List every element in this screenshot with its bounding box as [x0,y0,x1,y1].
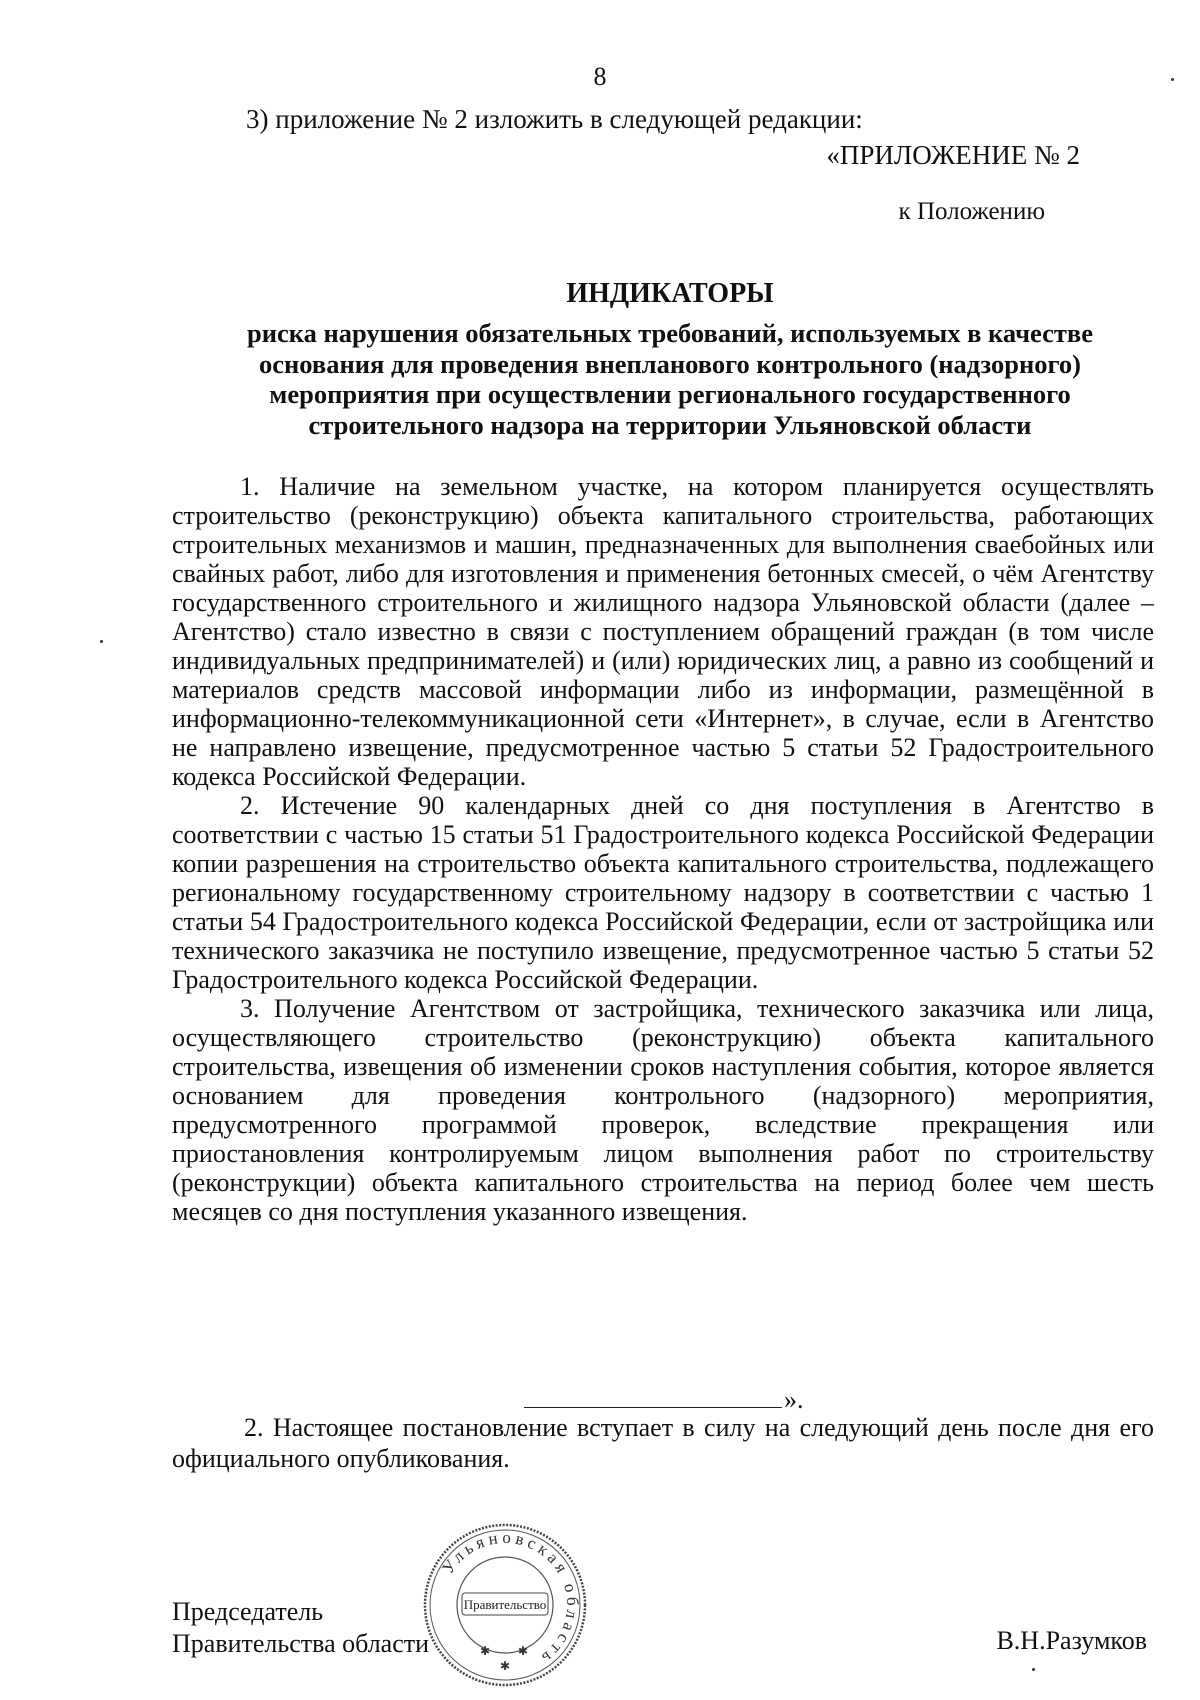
document-subtitle [200,318,1140,440]
scan-speck [1032,1668,1035,1671]
subtitle-line: основания для проведения внепланового контрольного (надзорного) [259,348,1081,379]
stamp-star-icon: ✱ [480,1644,491,1658]
scan-speck [1171,78,1174,81]
signer-name: В.Н.Разумков [996,1626,1147,1655]
signature-position-line2: Правительства области [172,1629,430,1658]
subtitle-line: мероприятия при осуществлении регионального государственного [269,379,1071,409]
appendix-reference: к Положению [898,198,1045,225]
page-number: 8 [593,62,607,91]
amendment-intro: 3) приложение № 2 изложить в следующей редакции: [246,104,863,134]
signature-position [172,1596,429,1660]
indicator-paragraph-1: 1. Наличие на земельном участке, на котором планируется осуществлять строительство (реконструкцию) объекта капитального строительства, работающих строительных механизмов и машин, предназначенных для выполнения сваебойных или свайных работ, либо для изготовления и применения бетонных смесей, о чём Агентству государственного строительного и жилищного надзора Ульяновской области (далее – Агентство) стало известно в связи с поступлением обращений граждан (в том числе индивидуальных предпринимателей) и (или) юридических лиц, а равно из сообщений и материалов средств массовой информации либо из информации, размещённой в информационно-телекоммуникационной сети «Интернет», в случае, если в Агентство не направлено извещение, предусмотренное частью 5 статьи 52 Градостроительного кодекса Российской Федерации. [172,472,1154,791]
document-title: ИНДИКАТОРЫ [566,278,774,309]
stamp-ring-text: Ульяновская область [438,1527,583,1671]
subtitle-line: строительного надзора на территории Ульяновской области [308,409,1032,440]
stamp-center-text: Правительство [463,1597,547,1612]
effective-clause-text: 2. Настоящее постановление вступает в силу на следующий день после дня его официального опубликования. [172,1413,1154,1473]
official-seal-stamp [420,1520,590,1690]
appendix-label: «ПРИЛОЖЕНИЕ № 2 [826,140,1080,170]
indicators-body [172,472,1154,1226]
closing-quote [524,1385,804,1415]
closing-rule [524,1406,782,1408]
closing-quote-text: ». [784,1385,804,1414]
stamp-star-icon: ✱ [518,1644,529,1658]
subtitle-line: риска нарушения обязательных требований, используемых в качестве [247,318,1093,348]
effective-clause [172,1412,1154,1474]
scan-speck [100,640,103,643]
indicator-paragraph-2: 2. Истечение 90 календарных дней со дня поступления в Агентство в соответствии с частью 15 статьи 51 Градостроительного кодекса Российской Федерации копии разрешения на строительство объекта капитального строительства, подлежащего региональному государственному строительному надзору в соответствии с частью 1 статьи 54 Градостроительного кодекса Российской Федерации, если от застройщика или технического заказчика не поступило извещение, предусмотренное частью 5 статьи 52 Градостроительного кодекса Российской Федерации. [172,791,1154,994]
signature-position-line1: Председатель [172,1597,324,1626]
indicator-paragraph-3: 3. Получение Агентством от застройщика, технического заказчика или лица, осуществляющего строительство (реконструкцию) объекта капитального строительства, извещения об изменении сроков наступления события, которое является основанием для проведения контрольного (надзорного) мероприятия, предусмотренного программой проверок, вследствие прекращения или приостановления контролируемым лицом выполнения работ по строительству (реконструкции) объекта капитального строительства на период более чем шесть месяцев со дня поступления указанного извещения. [172,994,1154,1226]
stamp-star-icon: ✱ [500,1659,511,1673]
